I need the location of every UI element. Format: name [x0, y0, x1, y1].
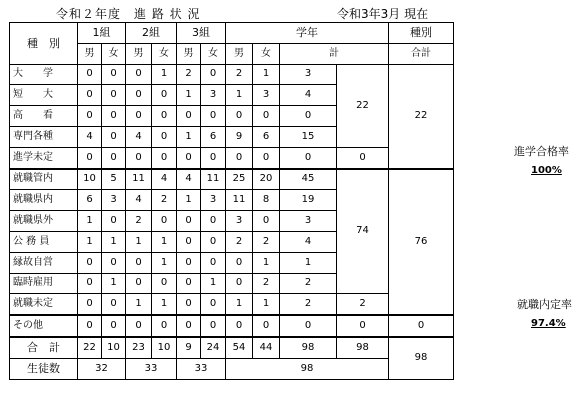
row-label: 専門各種 — [10, 126, 78, 147]
table-cell: 0 — [102, 315, 126, 337]
table-cell: 0 — [201, 231, 226, 252]
table-row — [10, 358, 454, 379]
header-male: 男 — [226, 43, 253, 64]
table-cell: 0 — [102, 106, 126, 127]
table-cell: 0 — [253, 211, 280, 232]
table-cell: 2 — [253, 231, 280, 252]
table-cell: 0 — [152, 147, 177, 168]
total-cell: 10 — [102, 337, 126, 358]
row-label: 大 学 — [10, 64, 78, 85]
table-cell: 0 — [126, 64, 152, 85]
table-cell: 1 — [102, 231, 126, 252]
table-cell: 0 — [78, 252, 102, 273]
table-row — [10, 147, 454, 168]
header-male: 男 — [177, 43, 201, 64]
total-cell: 22 — [78, 337, 102, 358]
table-cell: 1 — [102, 273, 126, 294]
other-kind-total: 0 — [389, 315, 454, 337]
total-cell: 98 — [337, 337, 389, 358]
header-class1: 1組 — [78, 23, 126, 44]
table-cell: 1 — [177, 126, 201, 147]
header-female: 女 — [253, 43, 280, 64]
table-cell: 0 — [177, 252, 201, 273]
table-cell: 1 — [152, 294, 177, 315]
table-cell: 0 — [201, 252, 226, 273]
table-cell: 0 — [201, 294, 226, 315]
table-cell: 0 — [126, 106, 152, 127]
table-cell: 0 — [226, 147, 253, 168]
table-cell: 0 — [177, 273, 201, 294]
total-cell: 23 — [126, 337, 152, 358]
row-label: 就職県外 — [10, 211, 78, 232]
row-label: 高 看 — [10, 106, 78, 127]
total-cell: 10 — [152, 337, 177, 358]
table-cell: 0 — [280, 315, 337, 337]
header-female: 女 — [201, 43, 226, 64]
table-cell: 0 — [201, 211, 226, 232]
table-cell: 0 — [177, 231, 201, 252]
table-cell: 11 — [201, 169, 226, 190]
table-cell: 0 — [226, 106, 253, 127]
other-subtotal: 0 — [337, 315, 389, 337]
table-cell: 1 — [201, 273, 226, 294]
table-cell: 0 — [78, 273, 102, 294]
table-cell: 0 — [102, 294, 126, 315]
table-cell: 45 — [280, 169, 337, 190]
table-cell: 0 — [201, 147, 226, 168]
table-cell: 1 — [152, 64, 177, 85]
row-label: その他 — [10, 315, 78, 337]
table-cell: 0 — [126, 252, 152, 273]
total-cell: 54 — [226, 337, 253, 358]
table-cell: 11 — [226, 190, 253, 211]
table-cell: 0 — [201, 106, 226, 127]
header-kind-total: 種別 — [389, 23, 454, 44]
row-label: 就職未定 — [10, 294, 78, 315]
header-grade: 学年 — [226, 23, 389, 44]
table-cell: 3 — [201, 190, 226, 211]
row-label: 進学未定 — [10, 147, 78, 168]
table-cell: 0 — [226, 315, 253, 337]
table-cell: 0 — [126, 147, 152, 168]
table-cell: 0 — [226, 273, 253, 294]
table-cell: 0 — [78, 147, 102, 168]
table-cell: 0 — [152, 315, 177, 337]
header-male: 男 — [78, 43, 102, 64]
table-cell: 3 — [253, 85, 280, 106]
table-cell: 2 — [126, 211, 152, 232]
row-label: 臨時雇用 — [10, 273, 78, 294]
table-cell: 2 — [253, 273, 280, 294]
table-cell: 4 — [78, 126, 102, 147]
table-row — [10, 169, 454, 190]
table-cell: 3 — [102, 190, 126, 211]
table-cell: 19 — [280, 190, 337, 211]
students-class3: 33 — [177, 358, 226, 379]
total-cell: 24 — [201, 337, 226, 358]
table-cell: 4 — [280, 231, 337, 252]
table-cell: 0 — [126, 273, 152, 294]
table-cell: 0 — [126, 315, 152, 337]
table-cell: 0 — [152, 126, 177, 147]
table-cell: 1 — [78, 211, 102, 232]
row-label: 短 大 — [10, 85, 78, 106]
table-cell: 0 — [102, 126, 126, 147]
table-cell: 3 — [280, 211, 337, 232]
table-cell: 0 — [78, 85, 102, 106]
table-cell: 0 — [102, 64, 126, 85]
table-cell: 3 — [201, 85, 226, 106]
table-cell: 25 — [226, 169, 253, 190]
table-cell: 0 — [253, 106, 280, 127]
document-title: 令和２年度 進 路 状 況 — [56, 7, 201, 21]
table-cell: 2 — [152, 190, 177, 211]
header-female: 女 — [102, 43, 126, 64]
table-row — [10, 23, 454, 44]
table-cell: 1 — [226, 294, 253, 315]
row-label: 就職管内 — [10, 169, 78, 190]
shingaku-kind-total: 22 — [389, 64, 454, 168]
row-label: 公 務 員 — [10, 231, 78, 252]
table-cell: 4 — [280, 85, 337, 106]
table-row — [10, 315, 454, 337]
table-cell: 1 — [152, 252, 177, 273]
students-grade: 98 — [226, 358, 389, 379]
table-cell: 3 — [280, 64, 337, 85]
table-cell: 0 — [152, 106, 177, 127]
table-cell: 9 — [226, 126, 253, 147]
table-cell: 11 — [126, 169, 152, 190]
table-cell: 8 — [253, 190, 280, 211]
table-cell: 4 — [126, 126, 152, 147]
career-status-table — [9, 22, 454, 380]
shingaku-rate-label: 進学合格率 — [514, 145, 569, 158]
table-cell: 6 — [78, 190, 102, 211]
row-label: 縁故自営 — [10, 252, 78, 273]
header-sum: 計 — [280, 43, 389, 64]
table-cell: 2 — [280, 294, 337, 315]
shushoku-rate-label: 就職内定率 — [517, 298, 572, 311]
table-cell: 2 — [226, 64, 253, 85]
total-cell: 44 — [253, 337, 280, 358]
table-cell: 0 — [253, 147, 280, 168]
table-cell: 4 — [177, 169, 201, 190]
table-cell: 1 — [253, 64, 280, 85]
table-cell: 4 — [152, 169, 177, 190]
shingaku-mitei-subtotal: 0 — [337, 147, 389, 168]
table-cell: 4 — [126, 190, 152, 211]
table-cell: 0 — [177, 106, 201, 127]
table-row — [10, 337, 454, 358]
total-cell: 9 — [177, 337, 201, 358]
table-cell: 0 — [102, 85, 126, 106]
table-cell: 15 — [280, 126, 337, 147]
total-cell: 98 — [280, 337, 337, 358]
table-cell: 1 — [177, 190, 201, 211]
table-cell: 10 — [78, 169, 102, 190]
shingaku-subtotal: 22 — [337, 64, 389, 147]
table-cell: 1 — [226, 85, 253, 106]
header-total: 合計 — [389, 43, 454, 64]
header-male: 男 — [126, 43, 152, 64]
table-cell: 0 — [201, 315, 226, 337]
table-cell: 1 — [126, 294, 152, 315]
table-cell: 20 — [253, 169, 280, 190]
table-cell: 1 — [253, 294, 280, 315]
header-class2: 2組 — [126, 23, 177, 44]
table-row — [10, 294, 454, 315]
students-class1: 32 — [78, 358, 126, 379]
table-cell: 0 — [102, 252, 126, 273]
table-body — [10, 23, 454, 380]
header-class3: 3組 — [177, 23, 226, 44]
table-row — [10, 64, 454, 85]
table-cell: 1 — [253, 252, 280, 273]
shushoku-subtotal: 74 — [337, 169, 389, 294]
table-cell: 0 — [253, 315, 280, 337]
table-cell: 0 — [126, 85, 152, 106]
shushoku-mitei-subtotal: 2 — [337, 294, 389, 315]
table-cell: 0 — [177, 315, 201, 337]
table-cell: 0 — [152, 211, 177, 232]
table-cell: 2 — [280, 273, 337, 294]
students-row-label: 生徒数 — [10, 358, 78, 379]
table-cell: 5 — [102, 169, 126, 190]
header-shubetsu: 種 別 — [10, 23, 78, 65]
table-cell: 0 — [78, 106, 102, 127]
grand-total: 98 — [389, 337, 454, 379]
table-cell: 1 — [126, 231, 152, 252]
table-cell: 3 — [226, 211, 253, 232]
table-cell: 0 — [152, 273, 177, 294]
table-cell: 6 — [253, 126, 280, 147]
table-cell: 0 — [280, 106, 337, 127]
table-cell: 1 — [152, 231, 177, 252]
table-cell: 2 — [226, 231, 253, 252]
table-cell: 2 — [177, 64, 201, 85]
shingaku-rate-value: 100% — [531, 165, 562, 176]
as-of-date: 令和3年3月 現在 — [337, 7, 429, 21]
table-cell: 1 — [280, 252, 337, 273]
table-cell: 6 — [201, 126, 226, 147]
shushoku-rate-value: 97.4% — [531, 318, 566, 329]
table-cell: 0 — [102, 211, 126, 232]
table-cell: 0 — [280, 147, 337, 168]
table-cell: 0 — [78, 294, 102, 315]
table-cell: 0 — [177, 147, 201, 168]
total-row-label: 合 計 — [10, 337, 78, 358]
row-label: 就職県内 — [10, 190, 78, 211]
shushoku-kind-total: 76 — [389, 169, 454, 316]
table-cell: 0 — [177, 294, 201, 315]
header-female: 女 — [152, 43, 177, 64]
table-cell: 0 — [177, 211, 201, 232]
table-cell: 0 — [78, 315, 102, 337]
table-cell: 0 — [201, 64, 226, 85]
students-class2: 33 — [126, 358, 177, 379]
table-cell: 0 — [102, 147, 126, 168]
table-cell: 0 — [152, 85, 177, 106]
table-cell: 1 — [78, 231, 102, 252]
table-cell: 0 — [78, 64, 102, 85]
table-cell: 0 — [226, 252, 253, 273]
table-cell: 1 — [177, 85, 201, 106]
